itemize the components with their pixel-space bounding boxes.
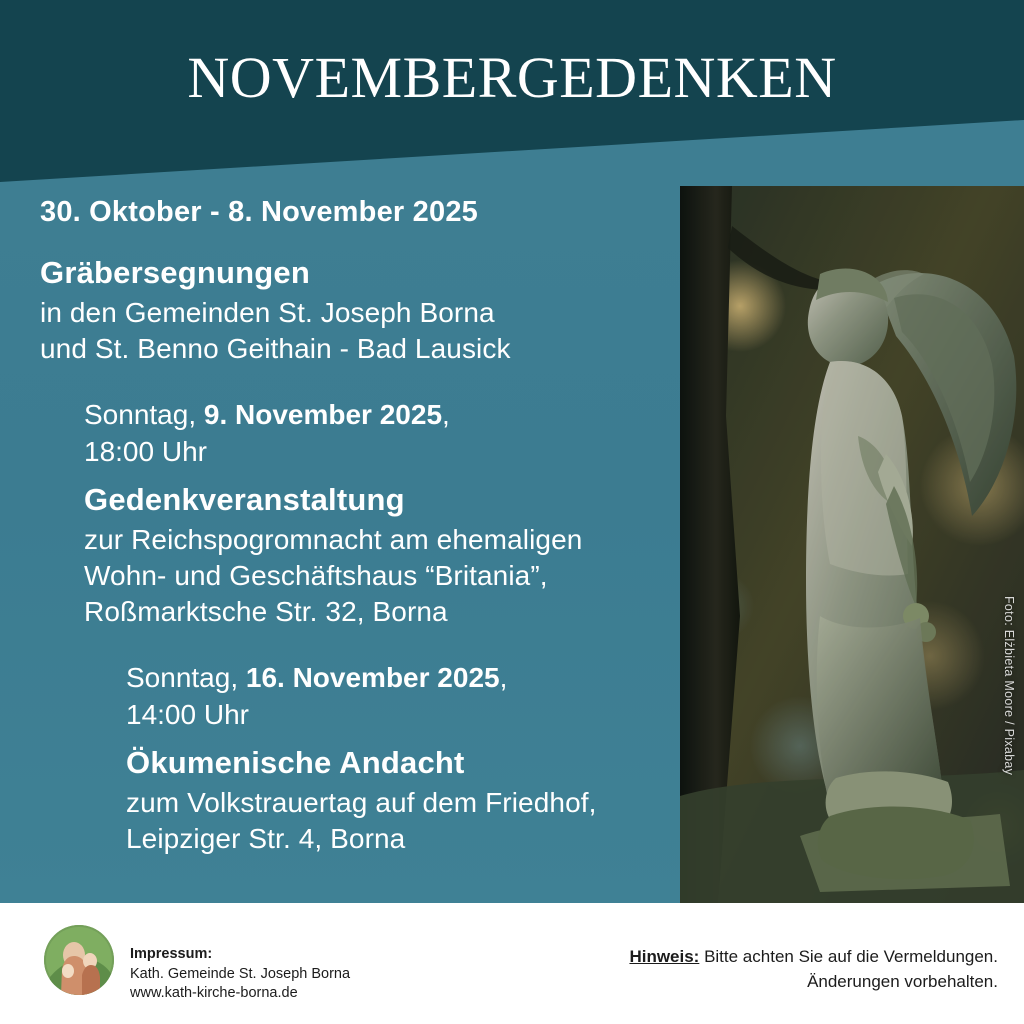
- event-2-details-line3: Roßmarktsche Str. 32, Borna: [84, 596, 448, 628]
- event-item-3: [40, 660, 660, 857]
- event-3-time: 14:00 Uhr: [126, 698, 249, 730]
- events-list: [40, 196, 660, 887]
- event-2-when: [84, 397, 660, 470]
- photo-credit: Foto: Elżbieta Moore / Pixabay: [1002, 595, 1016, 775]
- notice-label: Hinweis:: [629, 947, 700, 966]
- event-1-date-range: 30. Oktober - 8. November 2025: [40, 196, 478, 228]
- event-1-title: Gräbersegnungen: [40, 255, 310, 290]
- event-item-1: [40, 196, 660, 367]
- event-3-weekday: Sonntag,: [126, 662, 246, 694]
- event-2-time: 18:00 Uhr: [84, 435, 207, 467]
- event-3-when: [126, 660, 660, 733]
- imprint-line-1: Kath. Gemeinde St. Joseph Borna: [130, 965, 351, 982]
- event-1-details-line2: und St. Benno Geithain - Bad Lausick: [40, 333, 511, 365]
- event-item-2: [40, 397, 660, 630]
- parish-logo: [44, 925, 114, 995]
- angel-statue-photo: [680, 186, 1024, 903]
- event-3-date-suffix: ,: [499, 662, 508, 694]
- page-title: novembergedenken: [187, 23, 837, 115]
- event-3-details-line1: zum Volkstrauertag auf dem Friedhof,: [126, 787, 597, 819]
- imprint-label: Impressum:: [130, 946, 213, 962]
- notice-line-1: [629, 945, 998, 970]
- event-2-details-line2: Wohn- und Geschäftshaus “Britania”,: [84, 560, 548, 592]
- notice: [629, 945, 998, 994]
- footer: [0, 903, 1024, 1024]
- event-2-title: Gedenkveranstaltung: [84, 482, 405, 517]
- event-2-details-line1: zur Reichspogromnacht am ehemaligen: [84, 524, 583, 555]
- event-3-title: Ökumenische Andacht: [126, 745, 465, 781]
- event-2-date-suffix: ,: [442, 399, 450, 431]
- imprint: [130, 945, 350, 1004]
- event-3-date: 16. November 2025: [245, 662, 500, 694]
- notice-line-2: Änderungen vorbehalten.: [807, 971, 998, 991]
- event-2-weekday: Sonntag,: [84, 399, 204, 431]
- notice-text: Bitte achten Sie auf die Vermeldungen.: [699, 947, 998, 966]
- event-3-details-line2: Leipziger Str. 4, Borna: [126, 823, 406, 855]
- event-2-date: 9. November 2025: [203, 399, 443, 431]
- imprint-line-2[interactable]: www.kath-kirche-borna.de: [130, 985, 298, 1002]
- event-1-details-line1: in den Gemeinden St. Joseph Borna: [40, 297, 495, 328]
